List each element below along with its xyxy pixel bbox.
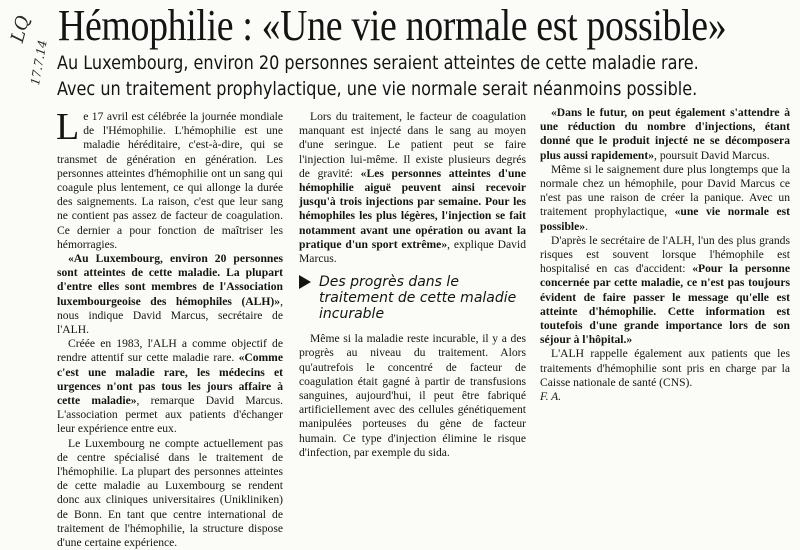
article-headline: Hémophilie : «Une vie normale est possible» (58, 1, 727, 50)
handwritten-date: 17.7.14 (28, 38, 50, 87)
article-deck-line-2: Avec un traitement prophylactique, une vie normale serait néanmoins possible. (57, 78, 698, 100)
paragraph-future: «Dans le futur, on peut également s'attendre à une réduction du nombre d'injections, étant donné que le produit injecté ne se décomposera plus aussi rapidement», poursuit David Marcus. (540, 106, 790, 162)
handwritten-date-note (8, 6, 48, 86)
intro-paragraph: Le 17 avril est célébrée la journée mondiale de l'Hémophilie. L'hémophilie est une maladie héréditaire, c'est-à-dire, qui se transmet de génération en génération. Les personnes atteintes d'hémophilie ont un sang qui coagule plus lentement, ce qui allonge la durée des saignements. La raison, c'est que leur sang ne contient pas assez de facteur de coagulation. Ce dernier a pour fonction de maîtriser les hémorragies. (56, 106, 283, 251)
bold-quote: «Au Luxembourg, environ 20 personnes sont atteintes de cette maladie. La plupart d'entre elles sont membres de l'Association luxembourgeoise des hémophiles (ALH)» (57, 252, 283, 308)
paragraph-normal-life: Même si le saignement dure plus longtemps que la normale chez un hémophile, pour David Marcus ce n'est pas une raison de créer la panique. Avec un traitement prophylactique, «une vie normale est possible». (540, 162, 791, 233)
article-column-3 (540, 106, 790, 466)
arrow-icon (299, 275, 311, 289)
paragraph-quote-members: «Au Luxembourg, environ 20 personnes sont atteintes de cette maladie. La plupart d'entre elles sont membres de l'Association luxembourgeoise des hémophiles (ALH)», nous indique David Marcus, secrétaire de l'ALH. (57, 252, 283, 337)
article-column-1 (56, 106, 283, 550)
paragraph-hospital-risk: D'après le secrétaire de l'ALH, l'un des plus grands risques est souvent lorsque l'hémophile est hospitalisé en cas d'accident: «Pour la personne concernée par cette maladie, ce n'est pas toujours évident de faire passer le message qu'elle est atteinte d'hémophilie. Cette information est toutefois d'une grande importance lors de son séjour à l'hôpital.» (540, 233, 790, 347)
paragraph-treatment: Lors du traitement, le facteur de coagulation manquant est injecté dans le sang au moyen d'une seringue. Le patient peut se faire l'injection lui-même. Il existe plusieurs degrés de gravité: «Les personnes atteintes d'une hémophilie aiguë peuvent ainsi recevoir jusqu'à trois injections par semaine. Pour les hémophiles les plus légères, l'injection se fait notamment avant une opération ou avant la pratique d'un sport extrême», explique David Marcus. (299, 110, 527, 266)
bold-quote: «Pour la personne concernée par cette maladie, ce n'est pas toujours évident de faire passer le message qu'elle est atteinte d'hémophilie. Cette information est toutefois d'une grande importance lors de son séjour à l'hôpital.» (540, 262, 790, 347)
article-deck-line-1: Au Luxembourg, environ 20 personnes seraient atteintes de cette maladie rare. (57, 52, 699, 74)
drop-cap: L (56, 106, 80, 148)
bold-quote: «une vie normale est possible» (540, 205, 791, 233)
handwritten-initials: LQ (7, 13, 35, 45)
paragraph-association: Créée en 1983, l'ALH a comme objectif de rendre attentif sur cette maladie rare. «Comme c'est une maladie rare, les médecins et urgences n'ont pas tous les jours affaire à cette maladie», remarque David Marcus. L'association permet aux patients d'échanger leur expérience entre eux. (57, 337, 283, 436)
bold-quote: «Comme c'est une maladie rare, les médecins et urgences n'ont pas tous les jours affaire à cette maladie» (57, 351, 283, 408)
author-signature: F. A. (540, 390, 562, 404)
paragraph-no-center: Le Luxembourg ne compte actuellement pas de centre spécialisé dans le traitement de l'hémophilie. La plupart des personnes atteintes de cette maladie au Luxembourg se rendent donc aux cliniques universitaires (Unikliniken) de Bonn. En tant que centre international de traitement de l'hémophilie, la structure dispose d'une certaine expérience. (57, 436, 283, 550)
paragraph-cns: L'ALH rappelle également aux patients que les traitements d'hémophilie sont pris en charge par la Caisse nationale de santé (CNS). (540, 347, 790, 389)
section-subheading: Des progrès dans le traitement de cette maladie incurable (299, 274, 526, 322)
bold-quote: «Les personnes atteintes d'une hémophilie aiguë peuvent ainsi recevoir jusqu'à trois injections par semaine. Pour les hémophiles les plus légères, l'injection se fait notamment avant une opération ou avant la pratique d'un sport extrême» (299, 166, 526, 251)
bold-quote: «Dans le futur, on peut également s'attendre à une réduction du nombre d'injections, étant donné que le produit injecté ne se décomposera plus aussi rapidement» (540, 106, 790, 162)
article-column-2 (299, 110, 526, 470)
paragraph-progress: Même si la maladie reste incurable, il y a des progrès au niveau du traitement. Alors qu'autrefois le concentré de facteur de coagulation était gagné à partir de transfusions sanguines, aujourd'hui, il peut être fabriqué artificiellement avec des cellules génétiquement manipulées porteuses du gène de facteur humain. Ce type d'injection élimine le risque d'infection, par exemple du sida. (299, 332, 526, 459)
